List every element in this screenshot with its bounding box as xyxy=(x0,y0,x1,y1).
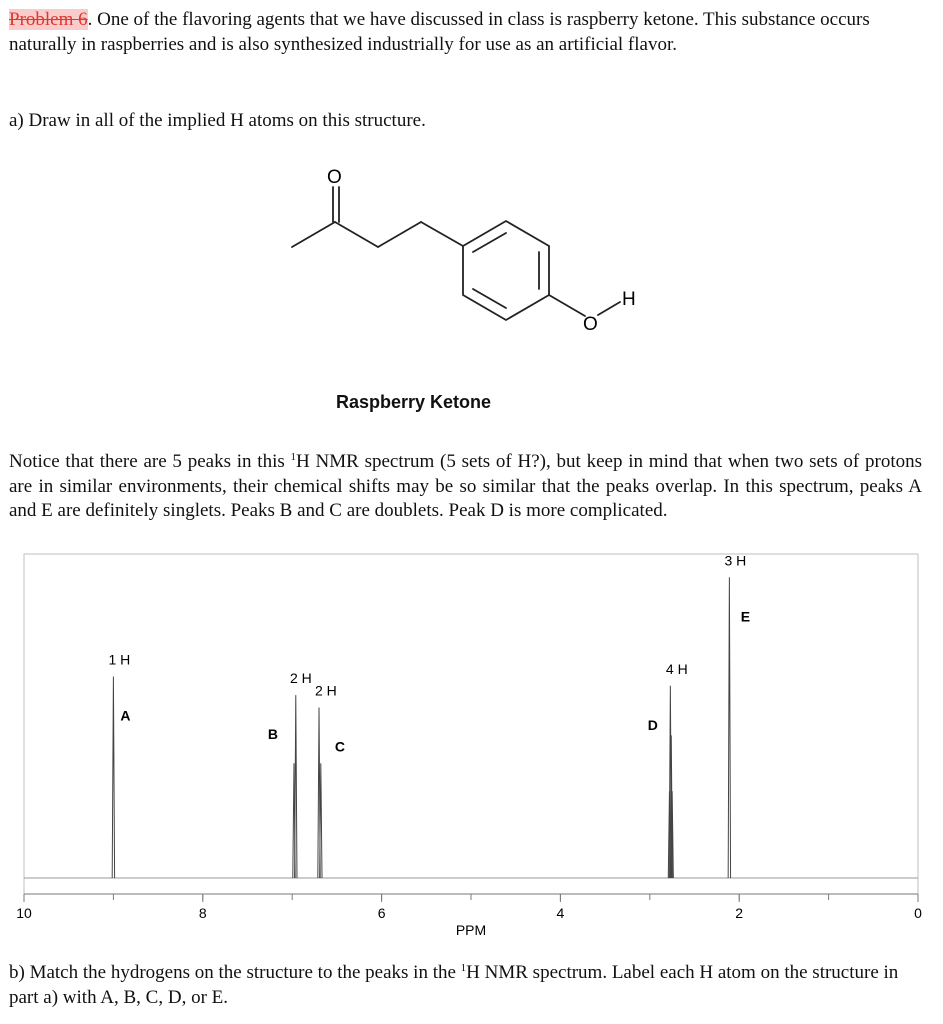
peak-line-b xyxy=(295,695,297,878)
notice-text: Notice that there are 5 peaks in this $^1$H NMR spectrum (5 sets of H?), but keep in mind that when two sets of protons are in similar environments, their chemical shifts may be so similar that the peaks overlap. In this spectrum, peaks A and E are definitely singlets. Peaks B and C are doublets. Peak D is more complicated. xyxy=(9,451,922,521)
peak-label-c: C xyxy=(334,738,345,755)
problem-number: Problem 6 xyxy=(9,9,88,30)
tick-label: 4 xyxy=(556,905,565,921)
peak-line-e xyxy=(728,577,730,878)
hydroxyl-oxygen: O xyxy=(583,314,598,335)
integration-label-e: 3 H xyxy=(724,552,747,569)
x-axis-label: PPM xyxy=(455,922,487,938)
tick-label: 2 xyxy=(735,905,744,921)
peak-line-a xyxy=(112,677,114,879)
problem-text: . One of the flavoring agents that we have discussed in class is raspberry ketone. This substance occurs naturally in raspberries and is also synthesized industrially for use as an artificial flavor. xyxy=(9,9,870,55)
tick-label: 10 xyxy=(16,905,32,921)
peak-label-e: E xyxy=(740,608,751,625)
integration-label-d: 4 H xyxy=(665,660,688,677)
peak-label-a: A xyxy=(120,707,131,724)
hydroxyl-hydrogen: H xyxy=(622,289,636,310)
spectrum-frame xyxy=(24,554,918,894)
part-b-instruction: b) Match the hydrogens on the structure to the peaks in the $^1$H NMR spectrum. Label each H atom on the structure in part a) with A, B, C, D, or E. xyxy=(9,962,899,1008)
tick-label: 8 xyxy=(198,905,207,921)
carbonyl-oxygen: O xyxy=(327,167,342,188)
peak-label-d: D xyxy=(647,716,658,733)
tick-label: 0 xyxy=(914,905,922,921)
integration-label-b: 2 H xyxy=(289,670,312,687)
part-a-instruction: a) Draw in all of the implied H atoms on this structure. xyxy=(9,110,426,131)
integration-label-a: 1 H xyxy=(108,651,131,668)
peak-label-b: B xyxy=(267,726,278,743)
integration-label-c: 2 H xyxy=(315,682,337,699)
tick-label: 6 xyxy=(377,905,386,921)
structure-caption: Raspberry Ketone xyxy=(336,392,492,412)
